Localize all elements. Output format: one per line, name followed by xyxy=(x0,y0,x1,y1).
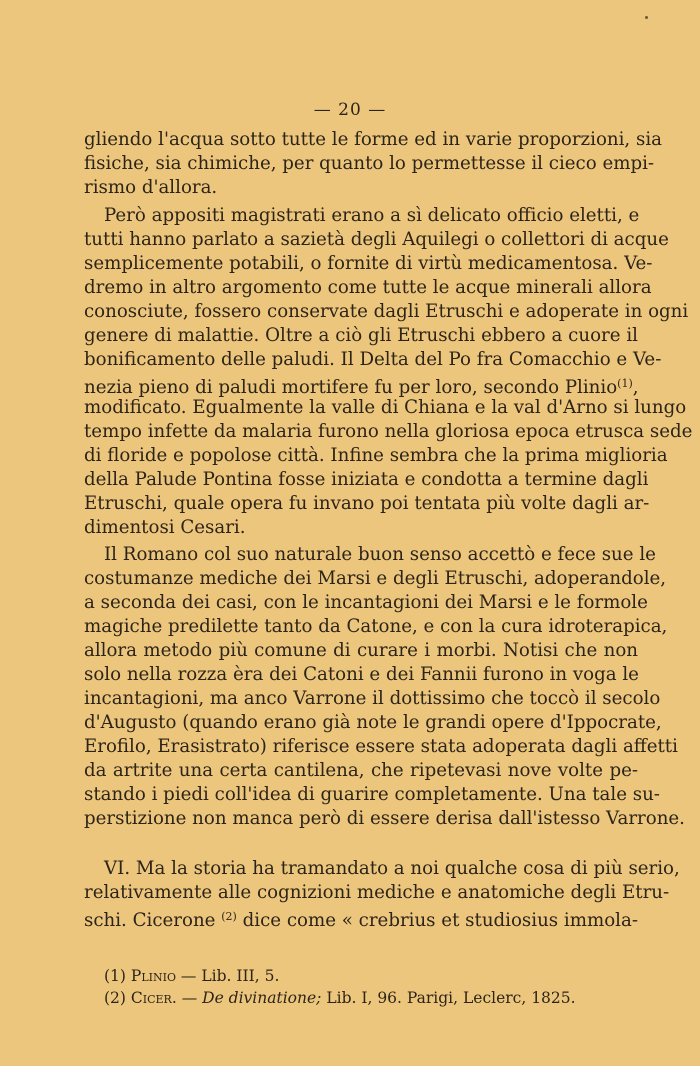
text-line: genere di malattie. Oltre a ciò gli Etruschi ebbero a cuore il xyxy=(84,325,638,346)
footnote-author: Plinio xyxy=(130,967,176,985)
text-line: VI. Ma la storia ha tramandato a noi qualche cosa di più serio, xyxy=(104,858,680,879)
text-line: dremo in altro argomento come tutte le acque minerali allora xyxy=(84,277,652,298)
footnote-text: — Lib. III, 5. xyxy=(175,967,280,985)
text-line: bonificamento delle paludi. Il Delta del Po fra Comacchio e Ve- xyxy=(84,349,662,370)
text-line: solo nella rozza èra dei Catoni e dei Fannii furono in voga le xyxy=(84,664,639,685)
text-line: tempo infette da malaria furono nella gloriosa epoca etrusca sede xyxy=(84,421,693,442)
text-line: tutti hanno parlato a sazietà degli Aquilegi o collettori di acque xyxy=(84,229,669,250)
text-line: Etruschi, quale opera fu invano poi tentata più volte dagli ar- xyxy=(84,493,650,514)
text-line: Però appositi magistrati erano a sì delicato officio eletti, e xyxy=(104,205,640,226)
text-segment: nezia pieno di paludi mortifere fu per loro, secondo Plinio xyxy=(84,377,618,398)
text-line-with-footnote: nezia pieno di paludi mortifere fu per loro, secondo Plinio$^{(1)}$, xyxy=(84,377,639,398)
text-line: stando i piedi coll'idea di guarire completamente. Una tale su- xyxy=(84,784,660,805)
text-line: costumanze mediche dei Marsi e degli Etruschi, adoperandole, xyxy=(84,568,667,589)
text-line: perstizione non manca però di essere derisa dall'istesso Varrone. xyxy=(84,808,685,829)
footnote-reference: (2) xyxy=(221,910,237,923)
text-line: di floride e popolose città. Infine sembra che la prima miglioria xyxy=(84,445,668,466)
text-line: Il Romano col suo naturale buon senso accettò e fece sue le xyxy=(104,544,656,565)
text-line: da artrite una certa cantilena, che ripetevasi nove volte pe- xyxy=(84,760,638,781)
footnote-reference: (1) xyxy=(617,377,633,390)
text-line: rismo d'allora. xyxy=(84,177,218,198)
footnote-title: De divinatione; xyxy=(202,989,322,1007)
text-line: della Palude Pontina fosse iniziata e condotta a termine dagli xyxy=(84,469,649,490)
footnote-rest: Lib. I, 96. Parigi, Leclerc, 1825. xyxy=(321,989,576,1007)
page-number: — 20 — xyxy=(313,100,387,120)
text-line: Erofilo, Erasistrato) riferisce essere stata adoperata dagli affetti xyxy=(84,736,678,757)
text-segment: schi. Cicerone xyxy=(84,910,216,931)
text-line: modificato. Egualmente la valle di Chiana e la val d'Arno si lungo xyxy=(84,397,687,418)
text-line: conosciute, fossero conservate dagli Etruschi e adoperate in ogni xyxy=(84,301,689,322)
text-line: magiche predilette tanto da Catone, e con la cura idroterapica, xyxy=(84,616,668,637)
text-line: d'Augusto (quando erano già note le grandi opere d'Ippocrate, xyxy=(84,712,662,733)
text-line: fisiche, sia chimiche, per quanto lo permettesse il cieco empi- xyxy=(84,153,655,174)
text-line: gliendo l'acqua sotto tutte le forme ed in varie proporzioni, sia xyxy=(84,129,662,150)
text-line: allora metodo più comune di curare i morbi. Notisi che non xyxy=(84,640,638,661)
text-line: incantagioni, ma anco Varrone il dottissimo che toccò il secolo xyxy=(84,688,661,709)
footnote-1 xyxy=(104,966,279,986)
footnote-text: — xyxy=(176,989,203,1007)
text-line: semplicemente potabili, o fornite di virtù medicamentosa. Ve- xyxy=(84,253,653,274)
text-line-with-footnote xyxy=(84,905,638,933)
footnote-2 xyxy=(104,988,576,1008)
footnote-mark: (2) xyxy=(104,989,126,1007)
text-line: dimentosi Cesari. xyxy=(84,517,246,538)
footnote-author: Cicer. xyxy=(130,989,177,1007)
text-line: a seconda dei casi, con le incantagioni dei Marsi e le formole xyxy=(84,592,648,613)
footnote-mark: (1) xyxy=(104,967,126,985)
speck xyxy=(645,16,648,19)
text-segment: dice come « crebrius et studiosius immola- xyxy=(242,910,638,931)
text-line: relativamente alle cognizioni mediche e anatomiche degli Etru- xyxy=(84,882,670,903)
